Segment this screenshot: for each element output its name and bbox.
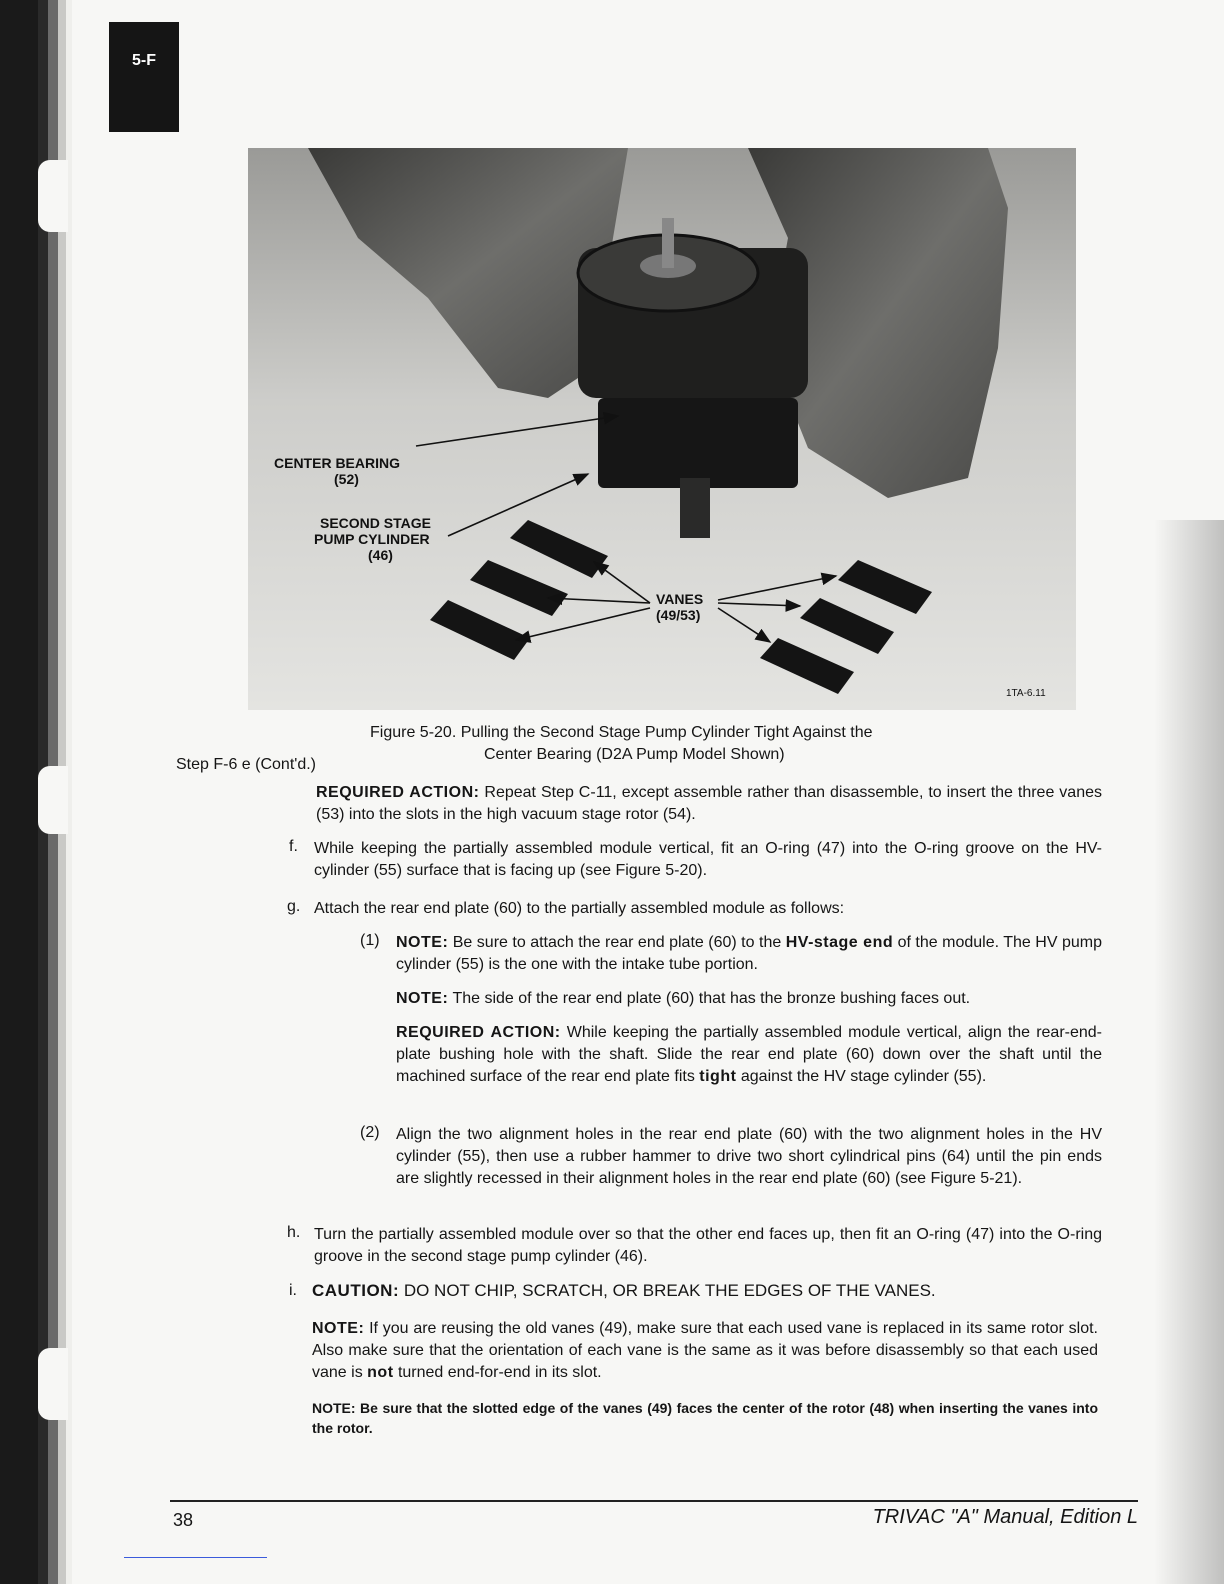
caution-label: CAUTION:: [312, 1281, 400, 1300]
note-text: turned end-for-end in its slot.: [393, 1364, 602, 1381]
label-center-bearing: CENTER BEARING: [274, 455, 401, 471]
label-second-stage-num: (46): [368, 547, 393, 563]
item-marker-g1: (1): [360, 932, 380, 949]
required-action-text: against the HV stage cylinder (55).: [736, 1068, 987, 1085]
note-text: of the module. The HV pump cylinder (55) is the one with the intake tube portion.: [396, 934, 1103, 973]
item-h-text: Turn the partially assembled module over so that the other end faces up, then fit an O-ring (47) into the O-ring groove in the second stage pump cylinder (46).: [314, 1226, 1102, 1265]
label-vanes-num: (49/53): [656, 607, 701, 623]
i-note-2: NOTE: Be sure that the slotted edge of the vanes (49) faces the center of the rotor (48) when inserting the vanes into the rotor.: [312, 1400, 1098, 1436]
item-g-text: Attach the rear end plate (60) to the partially assembled module as follows:: [314, 900, 845, 917]
required-action-1: [316, 782, 1102, 826]
note-label: NOTE:: [312, 1320, 365, 1337]
note-text: The side of the rear end plate (60) that has the bronze bushing faces out.: [448, 990, 971, 1007]
manual-title: TRIVAC "A" Manual, Edition L: [872, 1506, 1138, 1528]
g1-required-action: [396, 1022, 1102, 1088]
required-action-text: While keeping the partially assembled module vertical, align the rear-end-plate bushing hole with the shaft. Slide the rear end plate (60) down over the shaft until the machined surface of the rear end plate fits: [396, 1024, 1102, 1085]
required-action-text: Repeat Step C-11, except assemble rather than disassemble, to insert the three vanes (53) into the slots in the high vacuum stage rotor (54).: [316, 784, 1102, 823]
item-g2-text: Align the two alignment holes in the rear end plate (60) with the two alignment holes in the HV cylinder (55), then use a rubber hammer to drive two short cylindrical pins (64) until the pin ends are slightly recessed in their alignment holes in the rear end plate (60) (see Figure 5-21).: [396, 1126, 1102, 1187]
note-text: If you are reusing the old vanes (49), make sure that each used vane is replaced in its same rotor slot. Also make sure that the orientation of each vane is the same as it was before disassembly so that each used vane is: [312, 1320, 1098, 1381]
scan-artifact-line: [124, 1557, 267, 1558]
shaft: [662, 218, 674, 268]
required-action-bold: tight: [699, 1068, 737, 1085]
figure-photo: [248, 148, 1076, 710]
figure-caption: [370, 722, 990, 766]
caption-line-2: Center Bearing (D2A Pump Model Shown): [484, 746, 785, 763]
note-text: Be sure to attach the rear end plate (60) to the: [448, 934, 786, 951]
label-second-stage: SECOND STAGE: [320, 515, 431, 531]
caution: [312, 1280, 1102, 1302]
label-vanes: VANES: [656, 591, 704, 607]
item-f-text: While keeping the partially assembled module vertical, fit an O-ring (47) into the O-ring groove on the HV-cylinder (55) surface that is facing up (see Figure 5-20).: [314, 840, 1102, 879]
page-number: 38: [173, 1510, 194, 1530]
binder-hole: [38, 1348, 68, 1420]
note-bold: HV-stage end: [785, 934, 894, 951]
item-marker-i: i.: [289, 1282, 297, 1299]
item-marker-g2: (2): [360, 1124, 380, 1141]
binder-hole: [38, 766, 68, 834]
caution-text: DO NOT CHIP, SCRATCH, OR BREAK THE EDGES OF THE VANES.: [399, 1281, 936, 1300]
scan-shadow: [1154, 520, 1224, 1584]
item-marker-g: g.: [287, 898, 301, 915]
caption-line-1: Figure 5-20. Pulling the Second Stage Pump Cylinder Tight Against the: [370, 724, 873, 741]
note-bold: not: [367, 1364, 394, 1381]
g1-note: [396, 932, 1102, 976]
required-action-label: REQUIRED ACTION:: [396, 1024, 561, 1041]
item-marker-f: f.: [289, 838, 298, 855]
figure-code: 1TA-6.11: [1006, 688, 1046, 699]
note-label: NOTE:: [396, 990, 449, 1007]
section-tab: 5-F: [109, 22, 179, 132]
item-marker-h: h.: [287, 1224, 301, 1241]
binder-hole: [38, 160, 68, 232]
step-reference: Step F-6 e (Cont'd.): [176, 756, 316, 773]
i-note: [312, 1318, 1098, 1384]
g1-note-2: [396, 988, 1102, 1010]
required-action-label: REQUIRED ACTION:: [316, 784, 480, 801]
label-center-bearing-num: (52): [334, 471, 359, 487]
footer-rule: [170, 1500, 1138, 1502]
label-pump-cylinder: PUMP CYLINDER: [314, 531, 430, 547]
note-label: NOTE:: [396, 934, 449, 951]
